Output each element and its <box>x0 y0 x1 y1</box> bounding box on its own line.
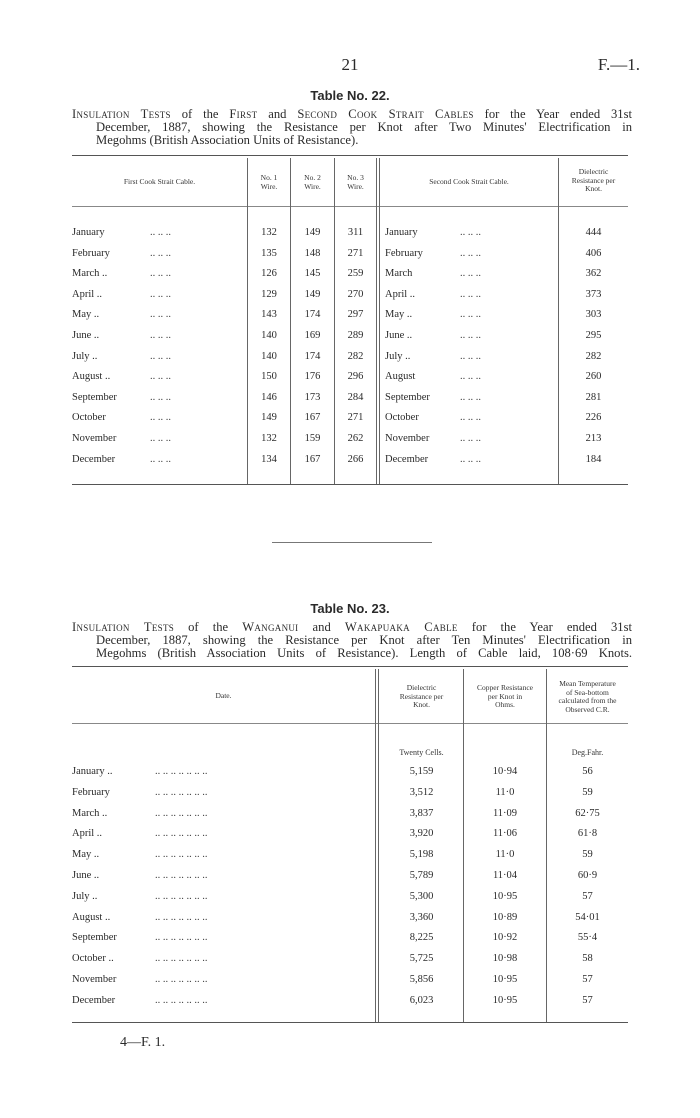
caption-text: Wanganui <box>242 620 299 634</box>
row-month-second: March <box>385 268 413 280</box>
page-number: 21 <box>341 55 359 74</box>
cell-wire2: 176 <box>304 371 321 383</box>
row-month: April .. <box>72 828 103 840</box>
row-month: July .. <box>72 890 98 902</box>
row-month: October <box>72 412 106 424</box>
cell-dielectric: 5,789 <box>409 870 434 881</box>
caption-text: December, 1887, showing the Resistance per Knot after Ten Minutes' Electrification in <box>96 633 632 647</box>
row-month-second: November <box>385 433 430 444</box>
cell-dielectric: 213 <box>585 433 602 444</box>
table23-title: Table No. 23. <box>310 601 390 616</box>
cell-dielectric: 281 <box>585 391 602 403</box>
row-month: October .. <box>72 953 114 965</box>
row-month: November <box>72 974 117 985</box>
row-month: July .. <box>72 350 98 362</box>
row-month-second: September <box>385 391 430 403</box>
leader-dots: .. .. .. .. .. .. .. <box>155 828 208 840</box>
rule-top <box>72 155 628 156</box>
cell-temperature: 59 <box>582 786 593 798</box>
cell-wire3: 282 <box>347 350 364 362</box>
rule-top <box>72 666 628 667</box>
cell-wire1: 134 <box>261 453 277 465</box>
header-text: No. 1 <box>260 173 278 182</box>
cell-dielectric: 295 <box>585 330 602 341</box>
cell-temperature: 55·4 <box>577 932 598 944</box>
cell-copper: 10·92 <box>492 932 518 944</box>
cell-dielectric: 6,023 <box>409 994 434 1006</box>
row-month: December <box>72 994 116 1006</box>
caption-text: Wakapuaka Cable <box>344 620 458 634</box>
leader-dots: .. .. .. .. .. .. .. <box>155 911 208 923</box>
row-month-second: July .. <box>385 350 411 362</box>
leader-dots: .. .. .. <box>150 371 171 383</box>
row-month: September <box>72 932 117 944</box>
cell-wire3: 284 <box>347 391 364 403</box>
caption-text: First <box>229 107 258 121</box>
cell-copper: 11·06 <box>492 828 518 840</box>
cell-copper: 10·95 <box>492 890 518 902</box>
cell-dielectric: 8,225 <box>409 932 434 944</box>
cell-dielectric: 444 <box>585 227 602 238</box>
row-month: March .. <box>72 268 108 280</box>
leader-dots: .. .. .. <box>150 309 171 321</box>
caption-text: for the Year ended 31st <box>473 107 632 121</box>
leader-dots: .. .. .. <box>460 453 481 465</box>
cell-copper: 11·0 <box>495 849 515 861</box>
header-text: Dielectric <box>578 167 609 176</box>
row-month-second: May .. <box>385 309 413 321</box>
cell-dielectric: 3,837 <box>409 807 434 819</box>
cell-wire1: 140 <box>261 330 277 341</box>
cell-wire1: 149 <box>261 412 277 424</box>
row-month-second: January <box>385 227 418 238</box>
caption-text: and <box>257 107 298 121</box>
cell-wire3: 271 <box>347 247 364 259</box>
cell-wire2: 169 <box>304 330 321 341</box>
cell-wire3: 296 <box>347 371 364 383</box>
header-temperature <box>547 680 628 714</box>
cell-temperature: 57 <box>582 994 593 1006</box>
header-dielectric <box>559 168 628 194</box>
leader-dots: .. .. .. .. .. .. .. <box>155 786 208 798</box>
cell-wire3: 289 <box>347 330 364 341</box>
header-date: Date. <box>215 691 232 700</box>
header-wire3 <box>335 174 376 191</box>
leader-dots: .. .. .. <box>150 433 171 444</box>
row-month: December <box>72 453 116 465</box>
leader-dots: .. .. .. <box>150 247 171 259</box>
page-footer: 4—F. 1. <box>120 1035 166 1050</box>
leader-dots: .. .. .. <box>460 227 481 238</box>
header-first-cable: First Cook Strait Cable. <box>123 177 196 186</box>
cell-temperature: 57 <box>582 890 593 902</box>
cell-wire3: 266 <box>347 453 364 465</box>
row-month-second: April .. <box>385 288 416 300</box>
header-text: Knot. <box>413 700 430 709</box>
leader-dots: .. .. .. <box>150 330 171 341</box>
caption-text: December, 1887, showing the Resistance per Knot after Two Minutes' Electrification in <box>96 120 632 134</box>
caption-text: of the <box>174 620 243 634</box>
cell-dielectric: 5,725 <box>409 953 434 965</box>
caption-text: Megohms (British Association Units of Resistance). Length of Cable laid, 108·69 Knots. <box>96 646 632 660</box>
header-text: Ohms. <box>495 700 515 709</box>
leader-dots: .. .. .. <box>150 453 171 465</box>
cell-wire1: 150 <box>261 371 277 383</box>
cell-wire2: 148 <box>304 247 321 259</box>
cell-dielectric: 3,360 <box>409 911 434 923</box>
cell-dielectric: 184 <box>585 453 602 465</box>
leader-dots: .. .. .. <box>150 391 171 403</box>
cell-dielectric: 362 <box>585 268 602 280</box>
header-text: Resistance per <box>399 691 444 701</box>
cell-temperature: 58 <box>582 953 593 965</box>
cell-wire2: 167 <box>304 412 321 424</box>
caption-text: Insulation Tests <box>72 620 175 634</box>
cell-copper: 10·95 <box>492 994 518 1006</box>
leader-dots: .. .. .. .. .. .. .. <box>155 807 208 819</box>
table22-caption <box>72 108 632 147</box>
cell-wire3: 271 <box>347 412 364 424</box>
leader-dots: .. .. .. .. .. .. .. <box>155 974 208 985</box>
cell-dielectric: 373 <box>585 288 602 300</box>
leader-dots: .. .. .. <box>150 412 171 424</box>
row-month-second: February <box>385 247 423 259</box>
header-second-cable: Second Cook Strait Cable. <box>429 177 509 186</box>
header-text: Knot. <box>585 184 602 193</box>
row-month: February <box>72 247 110 259</box>
caption-text: and <box>298 620 345 634</box>
table23-caption <box>72 621 632 660</box>
cell-copper: 10·98 <box>492 953 518 965</box>
leader-dots: .. .. .. <box>150 268 171 280</box>
row-month-second: June .. <box>385 330 413 341</box>
row-month: September <box>72 391 117 403</box>
leader-dots: .. .. .. .. .. .. .. <box>155 849 208 861</box>
caption-text: Megohms (British Association Units of Resistance). <box>96 133 359 147</box>
row-month: May .. <box>72 849 100 861</box>
row-month: November <box>72 433 117 444</box>
leader-dots: .. .. .. <box>460 350 481 362</box>
leader-dots: .. .. .. <box>460 309 481 321</box>
cell-copper: 11·04 <box>492 870 518 881</box>
row-month-second: August <box>385 371 416 383</box>
row-month: May .. <box>72 309 100 321</box>
header-text: Wire. <box>347 181 364 191</box>
page-reference: F.—1. <box>597 55 640 74</box>
header-wire2 <box>291 174 334 191</box>
cell-copper: 11·09 <box>492 807 518 819</box>
leader-dots: .. .. .. <box>460 433 481 444</box>
header-text: Dielectric <box>406 683 437 692</box>
cell-copper: 10·95 <box>492 974 518 985</box>
row-month: June .. <box>72 870 100 881</box>
cell-wire2: 173 <box>304 391 321 403</box>
header-copper <box>464 684 546 710</box>
cell-temperature: 59 <box>582 849 593 861</box>
cell-temperature: 57 <box>582 974 593 985</box>
cell-temperature: 61·8 <box>577 828 598 840</box>
leader-dots: .. .. .. <box>150 350 171 362</box>
header-text: Resistance per <box>571 175 616 185</box>
header-dielectric <box>380 684 463 710</box>
header-text: Mean Temperature <box>559 679 616 688</box>
cell-dielectric: 5,856 <box>409 974 434 985</box>
cell-wire2: 149 <box>304 227 321 238</box>
cell-wire1: 132 <box>261 433 277 444</box>
header-text: No. 2 <box>304 173 321 182</box>
leader-dots: .. .. .. <box>150 288 171 300</box>
cell-temperature: 60·9 <box>577 870 598 881</box>
cell-dielectric: 5,159 <box>409 766 434 777</box>
leader-dots: .. .. .. .. .. .. .. <box>155 932 208 944</box>
cell-wire1: 140 <box>261 350 277 362</box>
header-wire1 <box>248 174 290 191</box>
leader-dots: .. .. .. .. .. .. .. <box>155 994 208 1006</box>
cell-dielectric: 3,920 <box>409 828 434 840</box>
cell-dielectric: 226 <box>585 412 602 424</box>
leader-dots: .. .. .. <box>460 371 481 383</box>
caption-text: of the <box>170 107 230 121</box>
cell-dielectric: 406 <box>585 247 602 259</box>
row-month: August .. <box>72 371 111 383</box>
cell-wire3: 262 <box>347 433 364 444</box>
cell-temperature: 54·01 <box>575 911 600 923</box>
cell-wire1: 146 <box>261 391 277 403</box>
cell-wire1: 132 <box>261 227 277 238</box>
col-rule <box>463 669 464 1022</box>
col-rule-double <box>376 158 380 484</box>
header-text: Observed C.R. <box>565 704 610 714</box>
leader-dots: .. .. .. .. .. .. .. <box>155 766 208 777</box>
leader-dots: .. .. .. .. .. .. .. <box>155 953 208 965</box>
cell-copper: 11·0 <box>495 786 515 798</box>
leader-dots: .. .. .. <box>460 391 481 403</box>
table22-title: Table No. 22. <box>310 88 390 103</box>
cell-wire3: 259 <box>347 268 364 280</box>
row-month: March .. <box>72 807 108 819</box>
section-separator <box>272 542 432 543</box>
leader-dots: .. .. .. .. .. .. .. <box>155 870 208 881</box>
leader-dots: .. .. .. <box>460 412 481 424</box>
rule-header <box>72 723 628 724</box>
header-text: Wire. <box>304 181 321 191</box>
caption-text: Second Cook Strait Cables <box>297 107 474 121</box>
leader-dots: .. .. .. <box>460 288 481 300</box>
header-text: calculated from the <box>558 696 617 705</box>
cell-wire2: 167 <box>304 453 321 465</box>
row-month: January .. <box>72 766 113 777</box>
row-month: August .. <box>72 911 111 923</box>
cell-wire1: 129 <box>261 288 277 300</box>
caption-text: Insulation Tests <box>72 107 171 121</box>
cell-wire3: 297 <box>347 309 364 321</box>
cell-copper: 10·94 <box>492 766 518 777</box>
cell-wire1: 143 <box>261 309 277 321</box>
header-text: No. 3 <box>347 173 364 182</box>
cell-temperature: 62·75 <box>575 807 600 819</box>
caption-text: for the Year ended 31st <box>457 620 632 634</box>
cell-dielectric: 3,512 <box>409 786 434 798</box>
cell-wire3: 270 <box>347 288 364 300</box>
cell-dielectric: 5,198 <box>409 849 434 861</box>
col-rule-double <box>375 669 379 1022</box>
row-month: April .. <box>72 288 103 300</box>
leader-dots: .. .. .. <box>460 268 481 280</box>
cell-dielectric: 282 <box>585 350 602 362</box>
row-month-second: December <box>385 453 429 465</box>
leader-dots: .. .. .. .. .. .. .. <box>155 890 208 902</box>
cell-wire3: 311 <box>347 227 364 238</box>
cell-wire2: 159 <box>304 433 321 444</box>
leader-dots: .. .. .. <box>150 227 171 238</box>
leader-dots: .. .. .. <box>460 247 481 259</box>
rule-bottom <box>72 1022 628 1023</box>
cell-wire2: 149 <box>304 288 321 300</box>
cell-copper: 10·89 <box>492 911 518 923</box>
subheader-cells: Twenty Cells. <box>399 748 444 757</box>
header-text: per Knot in <box>487 691 523 701</box>
cell-temperature: 56 <box>582 766 593 777</box>
leader-dots: .. .. .. <box>460 330 481 341</box>
row-month-second: October <box>385 412 419 424</box>
cell-wire2: 174 <box>304 350 321 362</box>
header-text: Copper Resistance <box>476 683 534 692</box>
rule-header <box>72 206 628 207</box>
header-text: Wire. <box>260 181 278 191</box>
cell-dielectric: 303 <box>585 309 602 321</box>
cell-dielectric: 5,300 <box>409 890 434 902</box>
subheader-degrees: Deg.Fahr. <box>571 748 604 757</box>
cell-wire2: 145 <box>304 268 321 280</box>
cell-wire1: 126 <box>261 268 277 280</box>
cell-dielectric: 260 <box>585 371 602 383</box>
header-text: of Sea-bottom <box>566 687 609 697</box>
row-month: February <box>72 786 110 798</box>
col-rule <box>546 669 547 1022</box>
row-month: June .. <box>72 330 100 341</box>
cell-wire2: 174 <box>304 309 321 321</box>
cell-wire1: 135 <box>261 247 277 259</box>
row-month: January <box>72 227 105 238</box>
rule-bottom <box>72 484 628 485</box>
